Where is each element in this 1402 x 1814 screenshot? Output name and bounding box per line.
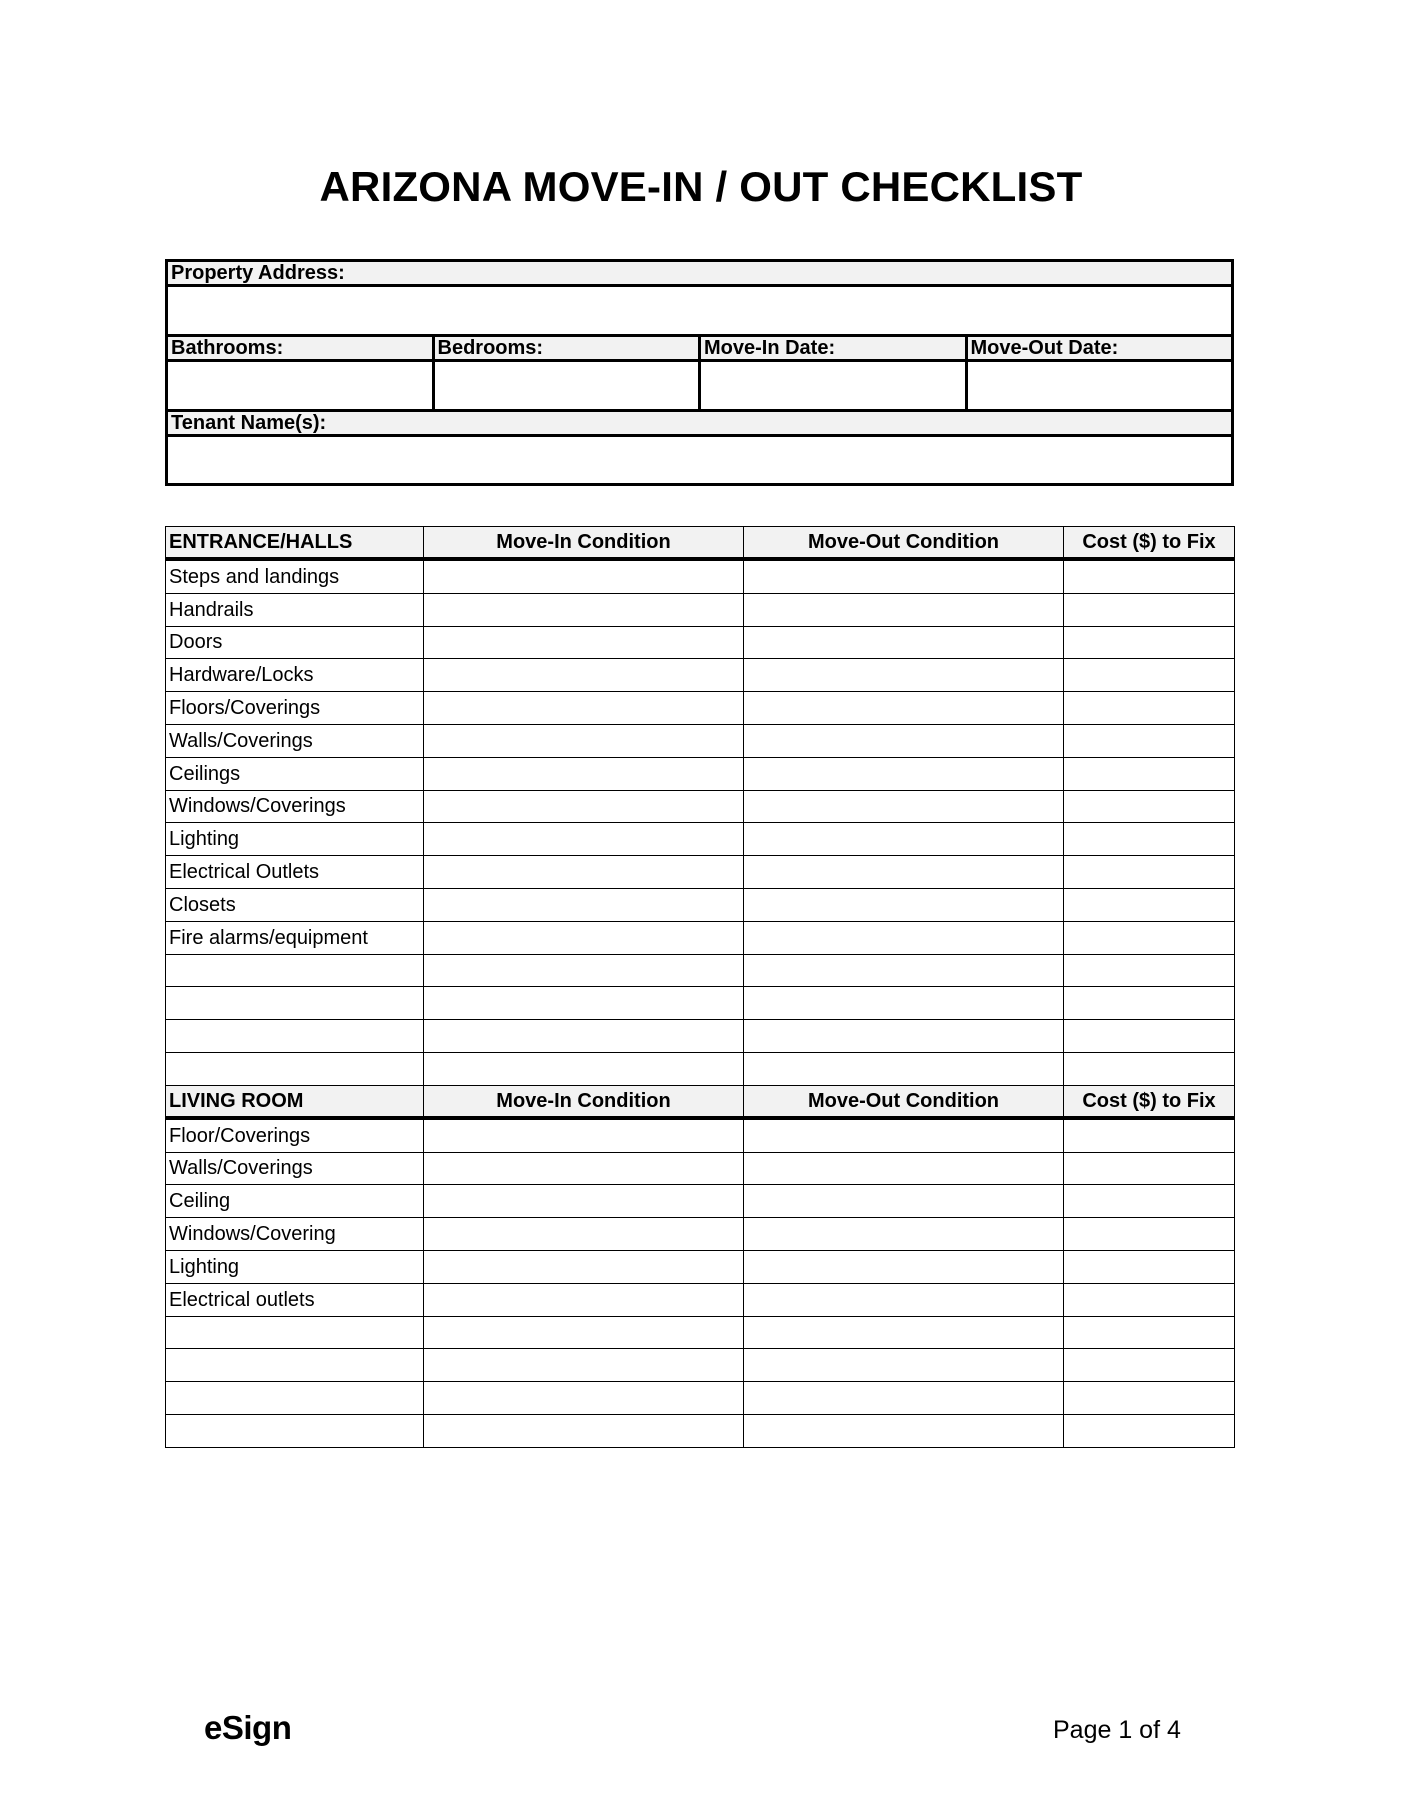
cost-to-fix-cell[interactable] [1064,1152,1235,1185]
move-out-condition-cell[interactable] [744,1185,1064,1218]
checklist-row [166,954,1235,987]
move-out-date-label: Move-Out Date: [966,336,1233,361]
section-header-row [166,527,1235,560]
checklist-row [166,790,1235,823]
item-label[interactable] [166,1020,424,1053]
move-out-condition-cell[interactable] [744,1250,1064,1283]
move-in-condition-cell[interactable] [424,1316,744,1349]
checklist-row [166,757,1235,790]
cost-to-fix-cell[interactable] [1064,1382,1235,1415]
item-label: Electrical Outlets [166,856,424,889]
item-label[interactable] [166,987,424,1020]
move-out-condition-cell[interactable] [744,1218,1064,1251]
cost-to-fix-cell[interactable] [1064,790,1235,823]
move-in-condition-cell[interactable] [424,1349,744,1382]
item-label: Windows/Coverings [166,790,424,823]
esign-logo: eSign [204,1709,292,1746]
bedrooms-label: Bedrooms: [433,336,700,361]
move-in-condition-cell[interactable] [424,626,744,659]
move-out-condition-cell[interactable] [744,659,1064,692]
page-title: ARIZONA MOVE-IN / OUT CHECKLIST [319,163,1083,210]
column-header: Move-Out Condition [744,1085,1064,1118]
property-address-field[interactable] [167,286,1233,336]
cost-to-fix-cell[interactable] [1064,1118,1235,1152]
move-out-condition-cell[interactable] [744,1414,1064,1447]
checklist-row [166,1052,1235,1085]
move-out-condition-cell[interactable] [744,593,1064,626]
item-label: Hardware/Locks [166,659,424,692]
column-header: Move-In Condition [424,527,744,560]
cost-to-fix-cell[interactable] [1064,593,1235,626]
move-out-condition-cell[interactable] [744,1118,1064,1152]
checklist-row [166,1349,1235,1382]
move-out-condition-cell[interactable] [744,790,1064,823]
move-out-condition-cell[interactable] [744,921,1064,954]
checklist-row [166,1218,1235,1251]
move-out-condition-cell[interactable] [744,1382,1064,1415]
cost-to-fix-cell[interactable] [1064,659,1235,692]
item-label[interactable] [166,1052,424,1085]
item-label: Walls/Coverings [166,1152,424,1185]
move-in-condition-cell[interactable] [424,954,744,987]
checklist-row [166,1185,1235,1218]
cost-to-fix-cell[interactable] [1064,1349,1235,1382]
move-in-condition-cell[interactable] [424,888,744,921]
move-out-condition-cell[interactable] [744,626,1064,659]
page-number: Page 1 of 4 [1053,1716,1181,1744]
move-in-condition-cell[interactable] [424,724,744,757]
cost-to-fix-cell[interactable] [1064,1316,1235,1349]
cost-to-fix-cell[interactable] [1064,921,1235,954]
move-in-condition-cell[interactable] [424,659,744,692]
checklist-row [166,692,1235,725]
column-header: Cost ($) to Fix [1064,1085,1235,1118]
cost-to-fix-cell[interactable] [1064,823,1235,856]
item-label: Handrails [166,593,424,626]
checklist-row [166,856,1235,889]
item-label: Floors/Coverings [166,692,424,725]
item-label[interactable] [166,1382,424,1415]
move-in-condition-cell[interactable] [424,1020,744,1053]
move-out-condition-cell[interactable] [744,823,1064,856]
move-out-condition-cell[interactable] [744,1283,1064,1316]
item-label: Fire alarms/equipment [166,921,424,954]
item-label: Closets [166,888,424,921]
item-label[interactable] [166,954,424,987]
bathrooms-field[interactable] [167,361,434,411]
checklist-row [166,626,1235,659]
cost-to-fix-cell[interactable] [1064,1250,1235,1283]
checklist-row [166,559,1235,593]
cost-to-fix-cell[interactable] [1064,1414,1235,1447]
cost-to-fix-cell[interactable] [1064,987,1235,1020]
item-label: Walls/Coverings [166,724,424,757]
cost-to-fix-cell[interactable] [1064,757,1235,790]
item-label[interactable] [166,1349,424,1382]
item-label: Ceilings [166,757,424,790]
checklist-row [166,593,1235,626]
move-in-condition-cell[interactable] [424,559,744,593]
item-label: Ceiling [166,1185,424,1218]
move-out-condition-cell[interactable] [744,888,1064,921]
checklist-row [166,1152,1235,1185]
move-out-condition-cell[interactable] [744,559,1064,593]
cost-to-fix-cell[interactable] [1064,888,1235,921]
cost-to-fix-cell[interactable] [1064,856,1235,889]
checklist-row [166,724,1235,757]
bedrooms-field[interactable] [433,361,700,411]
move-in-condition-cell[interactable] [424,1185,744,1218]
move-in-condition-cell[interactable] [424,987,744,1020]
move-out-condition-cell[interactable] [744,1316,1064,1349]
item-label: Doors [166,626,424,659]
checklist-row [166,987,1235,1020]
checklist-row [166,823,1235,856]
move-in-condition-cell[interactable] [424,593,744,626]
section-header-row [166,1085,1235,1118]
move-out-condition-cell[interactable] [744,1020,1064,1053]
checklist-row [166,659,1235,692]
item-label: Lighting [166,823,424,856]
move-in-condition-cell[interactable] [424,856,744,889]
cost-to-fix-cell[interactable] [1064,1020,1235,1053]
item-label[interactable] [166,1414,424,1447]
checklist-row [166,1118,1235,1152]
item-label: Floor/Coverings [166,1118,424,1152]
column-header: Move-Out Condition [744,527,1064,560]
move-in-condition-cell[interactable] [424,757,744,790]
checklist-table [165,526,1235,1448]
move-in-condition-cell[interactable] [424,1118,744,1152]
tenant-names-field[interactable] [167,436,1233,485]
move-in-condition-cell[interactable] [424,823,744,856]
cost-to-fix-cell[interactable] [1064,724,1235,757]
checklist-row [166,921,1235,954]
checklist-row [166,1414,1235,1447]
column-header: Cost ($) to Fix [1064,527,1235,560]
tenant-names-label: Tenant Name(s): [167,411,1233,436]
cost-to-fix-cell[interactable] [1064,626,1235,659]
section-title: LIVING ROOM [166,1085,424,1118]
checklist-row [166,888,1235,921]
move-in-condition-cell[interactable] [424,1283,744,1316]
move-in-condition-cell[interactable] [424,1152,744,1185]
checklist-row [166,1250,1235,1283]
move-in-condition-cell[interactable] [424,1382,744,1415]
checklist-row [166,1020,1235,1053]
checklist-row [166,1316,1235,1349]
move-out-condition-cell[interactable] [744,1349,1064,1382]
move-out-condition-cell[interactable] [744,954,1064,987]
move-in-condition-cell[interactable] [424,790,744,823]
property-info-table [165,259,1234,486]
move-in-date-label: Move-In Date: [700,336,967,361]
checklist-row [166,1382,1235,1415]
move-out-condition-cell[interactable] [744,1152,1064,1185]
item-label[interactable] [166,1316,424,1349]
move-out-condition-cell[interactable] [744,987,1064,1020]
move-out-condition-cell[interactable] [744,724,1064,757]
cost-to-fix-cell[interactable] [1064,1218,1235,1251]
column-header: Move-In Condition [424,1085,744,1118]
move-out-condition-cell[interactable] [744,692,1064,725]
move-in-condition-cell[interactable] [424,1218,744,1251]
move-out-date-field[interactable] [966,361,1233,411]
bathrooms-label: Bathrooms: [167,336,434,361]
move-out-condition-cell[interactable] [744,856,1064,889]
item-label: Electrical outlets [166,1283,424,1316]
move-in-condition-cell[interactable] [424,1052,744,1085]
item-label: Steps and landings [166,559,424,593]
item-label: Windows/Covering [166,1218,424,1251]
move-in-condition-cell[interactable] [424,1250,744,1283]
checklist-row [166,1283,1235,1316]
move-out-condition-cell[interactable] [744,757,1064,790]
cost-to-fix-cell[interactable] [1064,559,1235,593]
move-in-date-field[interactable] [700,361,967,411]
cost-to-fix-cell[interactable] [1064,1052,1235,1085]
move-out-condition-cell[interactable] [744,1052,1064,1085]
move-in-condition-cell[interactable] [424,692,744,725]
property-address-label: Property Address: [167,261,1233,286]
cost-to-fix-cell[interactable] [1064,954,1235,987]
item-label: Lighting [166,1250,424,1283]
cost-to-fix-cell[interactable] [1064,1185,1235,1218]
move-in-condition-cell[interactable] [424,921,744,954]
cost-to-fix-cell[interactable] [1064,692,1235,725]
cost-to-fix-cell[interactable] [1064,1283,1235,1316]
section-title: ENTRANCE/HALLS [166,527,424,560]
move-in-condition-cell[interactable] [424,1414,744,1447]
